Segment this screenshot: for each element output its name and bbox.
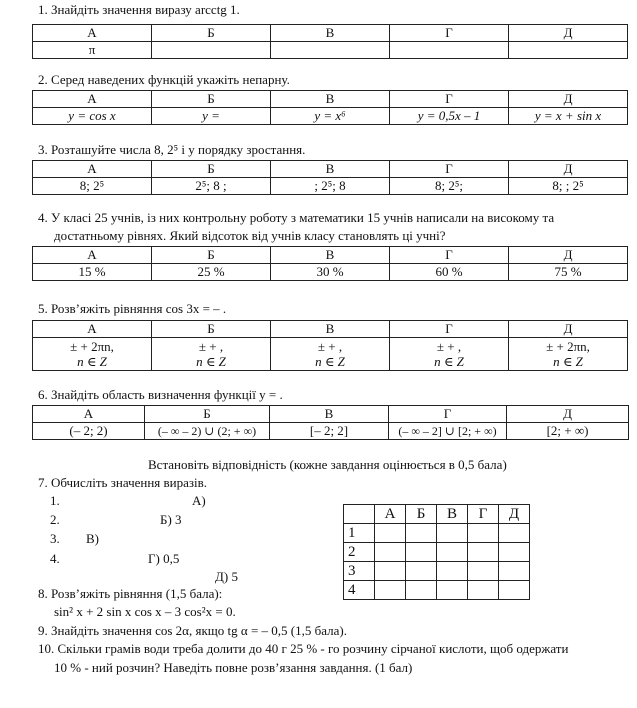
q7-option: А): [192, 493, 206, 508]
q3-table: [32, 160, 628, 195]
grid-cell[interactable]: [499, 543, 530, 562]
q1-table: [32, 24, 628, 59]
answer: [152, 42, 271, 59]
grid-cell[interactable]: [468, 543, 499, 562]
q5-table: [32, 320, 628, 371]
answer: y = x⁶: [271, 108, 390, 125]
q9-title: 9. Знайдіть значення cos 2α, якщо tg α = – 0,5 (1,5 бала).: [38, 623, 347, 638]
q1-title: 1. Знайдіть значення виразу arcctg 1.: [38, 2, 240, 17]
hdr: В: [271, 91, 390, 108]
q7-title: 7. Обчисліть значення виразів.: [38, 475, 208, 490]
hdr: Б: [152, 25, 271, 42]
hdr: В: [271, 321, 390, 338]
hdr: Б: [152, 247, 271, 264]
grid-cell[interactable]: [499, 524, 530, 543]
q7-option: Д) 5: [215, 569, 238, 584]
q10-title: 10. Скільки грамів води треба долити до 40 г 25 % - го розчину сірчаної кислоти, щоб одержати: [38, 641, 569, 656]
grid-col-header: Б: [406, 505, 437, 524]
hdr: Г: [389, 406, 507, 423]
hdr: Г: [390, 25, 509, 42]
grid-cell[interactable]: [375, 562, 406, 581]
answer: [– 2; 2]: [270, 423, 389, 440]
q2-table: [32, 90, 628, 125]
q8-title: 8. Розв’яжіть рівняння (1,5 бала):: [38, 586, 223, 601]
q7-option: Б) 3: [160, 512, 182, 527]
answer: 2⁵; 8 ;: [152, 178, 271, 195]
answer: ± + 2πn, n ∈ Z: [33, 338, 152, 371]
answer: (– ∞ – 2) ∪ (2; + ∞): [145, 423, 270, 440]
grid-cell[interactable]: [499, 562, 530, 581]
answer: [509, 42, 628, 59]
answer: 75 %: [509, 264, 628, 281]
hdr: Г: [390, 321, 509, 338]
answer: 15 %: [33, 264, 152, 281]
hdr: В: [271, 247, 390, 264]
q5-title: 5. Розв’яжіть рівняння cos 3x = – .: [38, 301, 227, 316]
q7-item: 2.: [50, 512, 60, 527]
hdr: Г: [390, 161, 509, 178]
answer: 30 %: [271, 264, 390, 281]
hdr: А: [33, 247, 152, 264]
answer: ± + 2πn, n ∈ Z: [509, 338, 628, 371]
answer: 8; ; 2⁵: [509, 178, 628, 195]
answer: π: [33, 42, 152, 59]
hdr: Б: [152, 321, 271, 338]
grid-cell[interactable]: [406, 543, 437, 562]
grid-cell[interactable]: [406, 581, 437, 600]
hdr: Г: [390, 247, 509, 264]
q8-formula: sin² x + 2 sin x cos x – 3 cos²x = 0.: [54, 604, 236, 619]
hdr: В: [270, 406, 389, 423]
q3-title: 3. Розташуйте числа 8, 2⁵ і у порядку зростання.: [38, 142, 306, 157]
hdr: Б: [152, 161, 271, 178]
hdr: Б: [152, 91, 271, 108]
answer: 8; 2⁵: [33, 178, 152, 195]
answer: ± + , n ∈ Z: [152, 338, 271, 371]
grid-cell[interactable]: [437, 524, 468, 543]
grid-cell[interactable]: [406, 524, 437, 543]
answer: ± + , n ∈ Z: [390, 338, 509, 371]
q7-item: 3.: [50, 531, 60, 546]
grid-cell[interactable]: [437, 543, 468, 562]
grid-cell[interactable]: [468, 581, 499, 600]
hdr: А: [33, 161, 152, 178]
q7-option: Г) 0,5: [148, 551, 180, 566]
grid-cell[interactable]: [375, 524, 406, 543]
grid-cell[interactable]: [375, 581, 406, 600]
answer: ± + , n ∈ Z: [271, 338, 390, 371]
hdr: Г: [390, 91, 509, 108]
grid-col-header: В: [437, 505, 468, 524]
answer: 60 %: [390, 264, 509, 281]
matching-grid: [343, 504, 530, 600]
hdr: В: [271, 161, 390, 178]
answer: (– ∞ – 2] ∪ [2; + ∞): [389, 423, 507, 440]
grid-cell[interactable]: [437, 562, 468, 581]
grid-row-label: 4: [344, 581, 375, 600]
answer: y = cos x: [33, 108, 152, 125]
hdr: А: [33, 321, 152, 338]
q7-item: 1.: [50, 493, 60, 508]
q6-title: 6. Знайдіть область визначення функції y = .: [38, 387, 283, 402]
grid-col-header: Д: [499, 505, 530, 524]
grid-cell[interactable]: [468, 524, 499, 543]
q6-table: [32, 405, 629, 440]
hdr: А: [33, 406, 145, 423]
hdr: Б: [145, 406, 270, 423]
hdr: В: [271, 25, 390, 42]
hdr: А: [33, 91, 152, 108]
answer: [390, 42, 509, 59]
hdr: Д: [509, 321, 628, 338]
grid-row-label: 3: [344, 562, 375, 581]
q2-title: 2. Серед наведених функцій укажіть непарну.: [38, 72, 290, 87]
grid-col-header: А: [375, 505, 406, 524]
grid-cell[interactable]: [375, 543, 406, 562]
hdr: Д: [509, 161, 628, 178]
answer: y =: [152, 108, 271, 125]
q4-table: [32, 246, 628, 281]
answer: y = 0,5x – 1: [390, 108, 509, 125]
hdr: Д: [509, 247, 628, 264]
answer: 8; 2⁵;: [390, 178, 509, 195]
grid-cell[interactable]: [468, 562, 499, 581]
answer: [271, 42, 390, 59]
q4-title-line2: достатньому рівнях. Який відсоток від учнів класу становлять ці учні?: [54, 228, 446, 243]
answer: y = x + sin x: [509, 108, 628, 125]
q7-option: В): [86, 531, 99, 546]
grid-col-header: Г: [468, 505, 499, 524]
hdr: Д: [507, 406, 629, 423]
section-heading: Встановіть відповідність (кожне завдання оцінюється в 0,5 бала): [148, 457, 507, 472]
grid-cell[interactable]: [437, 581, 468, 600]
hdr: А: [33, 25, 152, 42]
hdr: Д: [509, 91, 628, 108]
answer: ; 2⁵; 8: [271, 178, 390, 195]
grid-cell[interactable]: [499, 581, 530, 600]
q4-title: 4. У класі 25 учнів, із них контрольну роботу з математики 15 учнів написали на високому та: [38, 210, 555, 225]
q10-title-line2: 10 % - ний розчин? Наведіть повне розв’язання завдання. (1 бал): [54, 660, 413, 675]
hdr: Д: [509, 25, 628, 42]
answer: 25 %: [152, 264, 271, 281]
grid-row-label: 1: [344, 524, 375, 543]
grid-row-label: 2: [344, 543, 375, 562]
answer: [2; + ∞): [507, 423, 629, 440]
answer: (– 2; 2): [33, 423, 145, 440]
grid-cell[interactable]: [406, 562, 437, 581]
q7-item: 4.: [50, 551, 60, 566]
